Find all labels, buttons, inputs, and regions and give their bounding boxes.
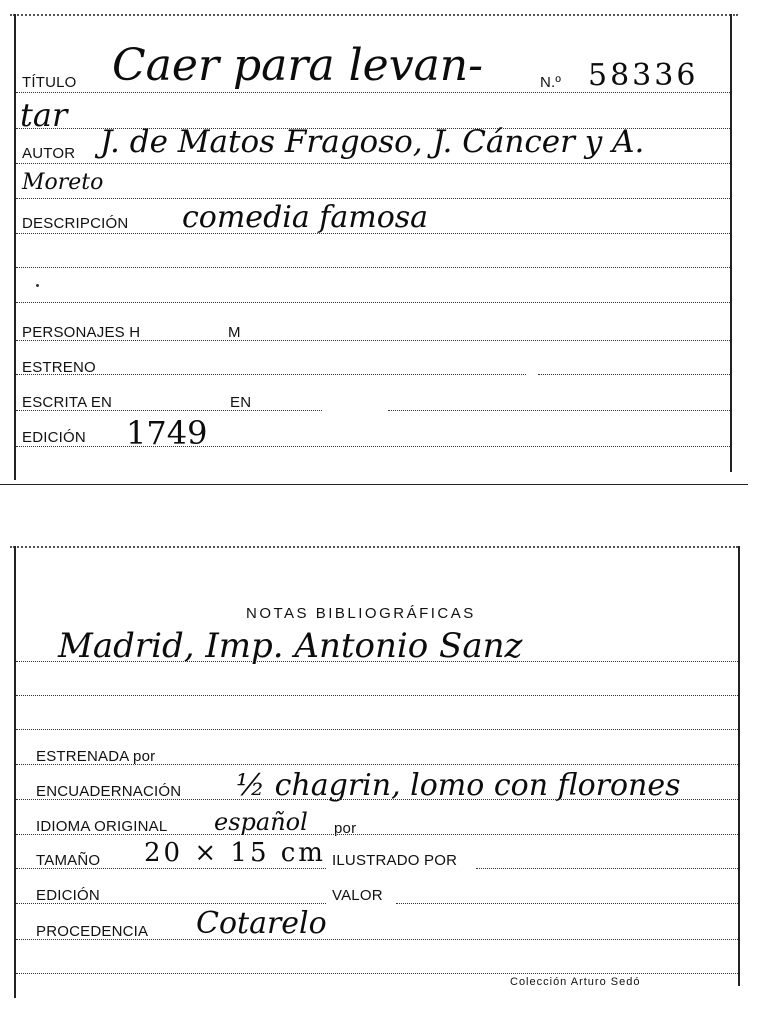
- edicion-value: 1749: [126, 414, 208, 452]
- escrita-en-label: ESCRITA EN: [22, 394, 113, 411]
- tamano-label: TAMAÑO: [36, 852, 101, 869]
- notas-rule: [16, 661, 738, 662]
- encuadernacion-label: ENCUADERNACIÓN: [36, 783, 182, 800]
- procedencia-rule-2: [16, 973, 738, 974]
- autor-value-line1: J. de Matos Fragoso, J. Cáncer y A.: [100, 124, 645, 160]
- titulo-value-line1: Caer para levan-: [112, 40, 484, 91]
- card-back-right-edge: [738, 546, 740, 986]
- estrenada-por-label: ESTRENADA por: [36, 748, 156, 765]
- collection-footer: Colección Arturo Sedó: [510, 976, 641, 988]
- catalog-card-front: [0, 0, 748, 492]
- procedencia-value: Cotarelo: [196, 906, 327, 941]
- idioma-rule: [16, 834, 738, 835]
- descripcion-rule-2: [16, 267, 730, 268]
- procedencia-label: PROCEDENCIA: [36, 923, 149, 940]
- estrenada-rule: [16, 764, 738, 765]
- numero-value: 58336: [588, 58, 699, 93]
- estreno-label: ESTRENO: [22, 359, 96, 376]
- encuadernacion-rule: [16, 799, 738, 800]
- card-right-edge: [730, 14, 732, 472]
- autor-rule: [16, 163, 730, 164]
- escrita-en-rule-2: [388, 410, 730, 411]
- titulo-rule: [16, 92, 730, 93]
- descripcion-rule: [16, 233, 730, 234]
- card-back-top-edge: [10, 546, 738, 548]
- catalog-card-back: [0, 540, 748, 1000]
- card-back-left-edge: [14, 546, 16, 998]
- personajes-h-label: PERSONAJES H: [22, 324, 141, 341]
- estreno-rule: [16, 374, 526, 375]
- idioma-por-label: por: [334, 820, 357, 837]
- escrita-en-2-label: EN: [230, 394, 252, 411]
- numero-label: N.º: [540, 74, 562, 91]
- titulo-label: TÍTULO: [22, 74, 77, 91]
- notas-rule-3: [16, 729, 738, 730]
- procedencia-rule: [16, 939, 738, 940]
- estreno-rule-2: [538, 374, 730, 375]
- idioma-original-value: español: [214, 808, 308, 836]
- edicion-rule-back: [16, 903, 326, 904]
- ink-speck: [36, 284, 39, 287]
- personajes-m-label: M: [228, 324, 241, 341]
- autor-label: AUTOR: [22, 145, 76, 162]
- idioma-original-label: IDIOMA ORIGINAL: [36, 818, 168, 835]
- notas-bibliograficas-heading: NOTAS BIBLIOGRÁFICAS: [246, 605, 476, 622]
- tamano-value: 20 × 15 cm: [144, 838, 326, 868]
- ilustrado-rule: [476, 868, 738, 869]
- valor-rule: [396, 903, 738, 904]
- escrita-en-rule: [16, 410, 322, 411]
- ilustrado-por-label: ILUSTRADO POR: [332, 852, 458, 869]
- autor-value-line2: Moreto: [22, 170, 104, 195]
- descripcion-rule-3: [16, 302, 730, 303]
- valor-label: VALOR: [332, 887, 383, 904]
- personajes-rule: [16, 340, 730, 341]
- card-bottom-edge: [0, 484, 748, 485]
- titulo-value-line2: tar: [20, 96, 68, 134]
- notas-rule-2: [16, 695, 738, 696]
- descripcion-label: DESCRIPCIÓN: [22, 215, 129, 232]
- edicion-rule: [16, 446, 730, 447]
- descripcion-value: comedia famosa: [182, 200, 429, 235]
- autor-rule-2: [16, 198, 730, 199]
- tamano-rule: [16, 868, 326, 869]
- back-edicion-label: EDICIÓN: [36, 887, 100, 904]
- notas-value: Madrid, Imp. Antonio Sanz: [58, 626, 523, 666]
- edicion-label: EDICIÓN: [22, 429, 86, 446]
- encuadernacion-value: ½ chagrin, lomo con florones: [236, 768, 681, 803]
- card-top-edge: [10, 14, 738, 16]
